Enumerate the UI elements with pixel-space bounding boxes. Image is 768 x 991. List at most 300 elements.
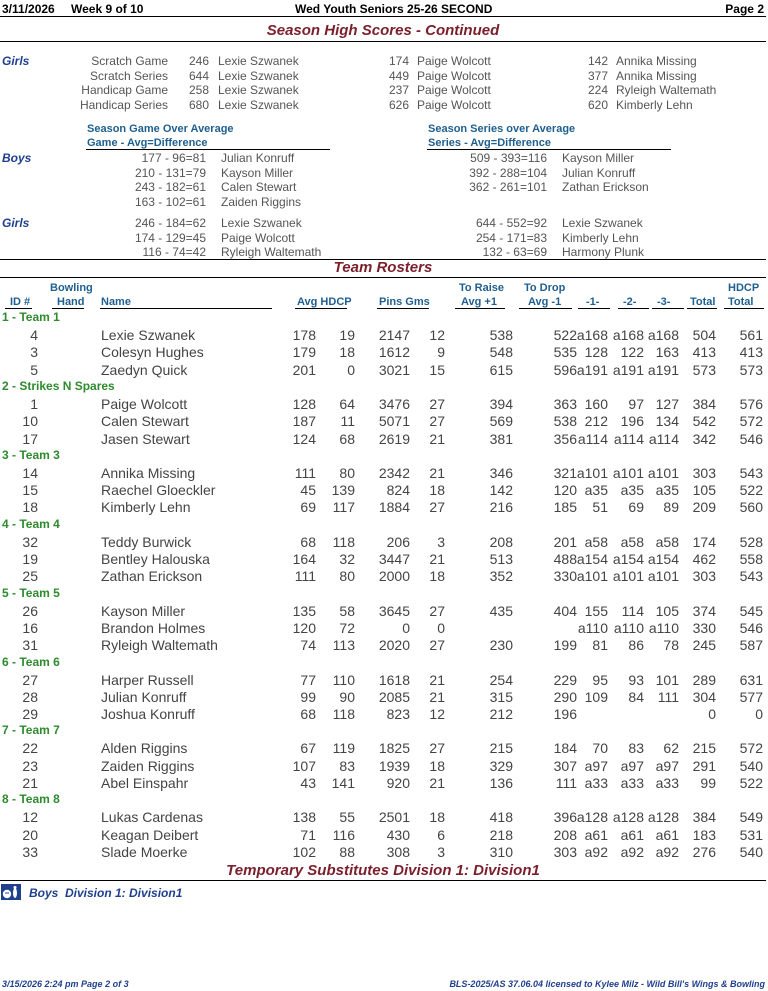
player-game-1: a154 (576, 551, 608, 567)
game-over-avg-name: Ryleigh Waltemath (221, 245, 322, 259)
player-game-2: a128 (612, 809, 644, 826)
player-handicap: 113 (332, 637, 355, 654)
high-score-name: Lexie Szwanek (218, 68, 299, 83)
player-hdcp-total: 572 (739, 740, 763, 757)
player-name: Annika Missing (101, 464, 196, 481)
player-game-1: 81 (592, 637, 608, 654)
player-games: 21 (429, 430, 445, 447)
col-to-raise: To Raise (459, 282, 505, 294)
footer-timestamp: 3/15/2026 2:24 pm Page 2 of 3 (2, 979, 129, 989)
player-game-3: a35 (655, 482, 679, 499)
player-game-1: a61 (584, 826, 608, 843)
player-game-1: a97 (584, 757, 608, 774)
player-games: 9 (437, 344, 445, 361)
series-over-avg-value: 509 - 393=116 (470, 151, 547, 165)
player-games: 15 (429, 361, 445, 378)
high-score-category: Scratch Game (91, 54, 168, 68)
player-pins: 1939 (378, 757, 410, 774)
player-to-drop: 201 (553, 533, 577, 550)
col-hand: Hand (57, 296, 85, 308)
girls-over-avg-label: Girls (2, 216, 30, 230)
player-games: 12 (429, 327, 445, 343)
col-game-2: -2- (623, 296, 637, 308)
player-average: 135 (292, 602, 316, 619)
player-games: 12 (429, 706, 445, 723)
player-average: 179 (292, 344, 316, 361)
player-pins: 3021 (378, 361, 410, 378)
player-to-raise: 381 (489, 430, 513, 447)
player-game-2: 83 (628, 740, 644, 757)
game-over-avg-value: 243 - 182=61 (134, 180, 206, 194)
player-average: 68 (300, 706, 316, 723)
column-underline (687, 308, 717, 309)
col-game-3: -3- (657, 296, 671, 308)
table-row (0, 551, 768, 568)
player-game-3: 78 (663, 637, 679, 654)
player-game-3: a114 (648, 430, 679, 447)
player-to-raise: 346 (489, 464, 513, 481)
player-game-1: a101 (576, 464, 608, 481)
player-games: 21 (429, 688, 445, 705)
player-average: 111 (294, 464, 316, 481)
player-to-raise: 230 (489, 637, 513, 654)
player-games: 18 (429, 809, 445, 826)
player-games: 27 (429, 740, 445, 757)
player-hdcp-total: 587 (739, 637, 763, 654)
series-over-avg-name: Zathan Erickson (562, 180, 649, 194)
game-over-avg-value: 163 - 102=61 (134, 194, 206, 209)
player-handicap: 83 (339, 757, 355, 774)
player-id: 33 (22, 843, 38, 860)
high-score-name: Lexie Szwanek (218, 83, 299, 97)
player-game-3: a97 (655, 757, 679, 774)
player-handicap: 80 (339, 464, 355, 481)
player-average: 111 (294, 568, 316, 585)
player-average: 107 (292, 757, 316, 774)
player-game-3: 127 (655, 395, 679, 412)
player-name: Harper Russell (101, 671, 194, 688)
series-over-avg-name: Julian Konruff (562, 165, 636, 180)
player-average: 201 (292, 361, 316, 378)
player-games: 6 (437, 826, 445, 843)
player-game-3: 101 (655, 671, 679, 688)
player-game-2: a92 (620, 843, 644, 860)
player-id: 28 (22, 688, 38, 705)
player-hdcp-total: 543 (739, 568, 763, 585)
player-handicap: 19 (339, 327, 355, 343)
player-to-drop: 396 (553, 809, 577, 826)
player-name: Keagan Deibert (101, 826, 199, 843)
player-to-raise: 142 (489, 482, 513, 499)
column-underline (100, 308, 272, 309)
player-name: Jasen Stewart (101, 430, 190, 447)
player-handicap: 90 (339, 688, 355, 705)
player-id: 10 (22, 413, 38, 430)
player-game-3: 105 (655, 602, 679, 619)
player-average: 77 (300, 671, 316, 688)
player-total: 105 (692, 482, 716, 499)
player-total: 573 (692, 361, 716, 378)
player-game-3: a154 (647, 551, 679, 567)
player-games: 3 (437, 843, 445, 860)
table-row (0, 362, 768, 379)
team-name: 3 - Team 3 (2, 447, 60, 462)
player-game-2: a33 (620, 775, 644, 791)
player-id: 20 (22, 826, 38, 843)
column-underline (618, 308, 649, 309)
player-game-2: a97 (620, 757, 644, 774)
player-hdcp-total: 540 (739, 757, 763, 774)
player-game-1: 70 (592, 740, 608, 757)
player-handicap: 110 (332, 671, 355, 688)
player-to-raise: 218 (489, 826, 513, 843)
player-game-2: 97 (628, 395, 644, 412)
player-game-2: a101 (612, 464, 644, 481)
high-score-value: 626 (388, 97, 409, 112)
table-row (0, 758, 768, 775)
team-name: 1 - Team 1 (2, 310, 60, 324)
player-game-3: 163 (655, 344, 679, 361)
player-average: 164 (292, 551, 316, 567)
player-games: 18 (429, 482, 445, 499)
player-total: 276 (692, 843, 716, 860)
player-average: 67 (300, 740, 316, 757)
player-handicap: 139 (331, 482, 355, 499)
footer-license: BLS-2025/AS 37.06.04 licensed to Kylee Milz - Wild Bill's Wings & Bowling (449, 979, 765, 989)
player-hdcp-total: 413 (739, 344, 763, 361)
col-name: Name (101, 296, 131, 308)
player-handicap: 117 (332, 499, 355, 516)
high-score-value: 680 (188, 97, 209, 112)
player-pins: 2342 (378, 464, 410, 481)
player-hdcp-total: 522 (739, 775, 763, 791)
week-label: Week 9 of 10 (71, 2, 144, 16)
player-to-drop: 522 (553, 327, 577, 343)
player-game-1: a101 (576, 568, 608, 585)
player-game-1: a110 (577, 619, 608, 636)
player-pins: 1618 (378, 671, 410, 688)
player-pins: 1884 (378, 499, 410, 516)
player-game-2: 93 (628, 671, 644, 688)
player-id: 17 (22, 430, 38, 447)
player-games: 21 (429, 551, 445, 567)
column-underline (295, 308, 347, 309)
player-game-3: a58 (655, 533, 679, 550)
player-game-1: a191 (576, 361, 608, 378)
table-row (0, 775, 768, 792)
player-pins: 3447 (378, 551, 410, 567)
player-pins: 1612 (378, 344, 410, 361)
player-handicap: 116 (332, 826, 355, 843)
bowling-icon (1, 884, 21, 900)
player-total: 289 (692, 671, 716, 688)
player-hdcp-total: 558 (739, 551, 763, 567)
player-to-raise: 615 (489, 361, 513, 378)
player-handicap: 141 (331, 775, 355, 791)
player-to-drop: 356 (553, 430, 577, 447)
player-id: 1 (30, 395, 38, 412)
column-underline (455, 308, 505, 309)
series-over-avg-value: 392 - 288=104 (469, 165, 547, 180)
player-games: 21 (429, 671, 445, 688)
player-game-1: 51 (592, 499, 608, 516)
player-game-2: a61 (620, 826, 644, 843)
player-to-raise: 254 (489, 671, 513, 688)
table-row (0, 568, 768, 585)
high-scores-title: Season High Scores - Continued (266, 22, 500, 39)
player-total: 99 (700, 775, 716, 791)
table-row (0, 620, 768, 637)
game-over-avg-name: Paige Wolcott (221, 230, 295, 245)
team-name: 6 - Team 6 (2, 654, 60, 669)
player-hdcp-total: 573 (739, 361, 763, 378)
player-to-drop: 330 (553, 568, 577, 585)
player-game-2: a58 (620, 533, 644, 550)
player-total: 303 (692, 568, 716, 585)
series-over-avg-underline (427, 149, 671, 150)
league-name: Wed Youth Seniors 25-26 SECOND (295, 2, 493, 16)
player-game-1: 160 (584, 395, 608, 412)
player-game-1: a128 (576, 809, 608, 826)
player-game-3: 134 (655, 413, 679, 430)
col-avg-hdcp: Avg HDCP (297, 296, 352, 308)
player-to-raise: 569 (489, 413, 513, 430)
player-handicap: 88 (339, 843, 355, 860)
player-average: 102 (292, 843, 316, 860)
player-id: 31 (22, 637, 38, 654)
player-game-3: a101 (647, 568, 679, 585)
player-game-1: 109 (584, 688, 608, 705)
player-to-raise: 548 (489, 344, 513, 361)
player-game-3: a191 (647, 361, 679, 378)
player-name: Alden Riggins (101, 740, 188, 757)
player-game-3: a92 (655, 843, 679, 860)
player-total: 303 (692, 464, 716, 481)
player-total: 330 (692, 619, 716, 636)
game-over-avg-value: 210 - 131=79 (134, 165, 206, 180)
player-game-3: a61 (655, 826, 679, 843)
col-hdcp-total: Total (728, 296, 754, 308)
player-game-2: a110 (613, 619, 644, 636)
table-row (0, 499, 768, 516)
player-hdcp-total: 572 (739, 413, 763, 430)
table-row (0, 603, 768, 620)
player-name: Kimberly Lehn (101, 499, 191, 516)
player-name: Zaiden Riggins (101, 757, 195, 774)
player-id: 22 (22, 740, 38, 757)
player-average: 45 (300, 482, 316, 499)
player-pins: 2085 (378, 688, 410, 705)
player-game-2: a191 (612, 361, 644, 378)
subs-division: Division 1: Division1 (65, 886, 183, 900)
player-pins: 308 (386, 843, 410, 860)
table-row (0, 482, 768, 499)
player-name: Lukas Cardenas (101, 809, 203, 826)
player-pins: 430 (386, 826, 410, 843)
player-pins: 2020 (378, 637, 410, 654)
player-total: 304 (692, 688, 716, 705)
table-row (0, 637, 768, 654)
player-total: 342 (692, 430, 716, 447)
player-handicap: 58 (339, 602, 355, 619)
player-pins: 2000 (378, 568, 410, 585)
player-to-raise: 136 (489, 775, 513, 791)
player-hdcp-total: 631 (739, 671, 763, 688)
team-name: 4 - Team 4 (2, 516, 60, 531)
player-handicap: 32 (339, 551, 355, 567)
player-average: 74 (300, 637, 316, 654)
series-over-avg-value: 132 - 63=69 (482, 245, 547, 259)
player-game-2: 69 (628, 499, 644, 516)
table-row (0, 689, 768, 706)
table-row (0, 844, 768, 861)
col-pins-gms: Pins Gms (379, 296, 430, 308)
player-hdcp-total: 546 (739, 430, 763, 447)
player-name: Zaedyn Quick (101, 361, 188, 378)
player-game-2: a101 (612, 568, 644, 585)
column-underline (578, 308, 610, 309)
player-game-2: 86 (628, 637, 644, 654)
player-total: 215 (692, 740, 716, 757)
player-games: 18 (429, 568, 445, 585)
player-hdcp-total: 549 (739, 809, 763, 826)
player-id: 25 (22, 568, 38, 585)
game-over-avg-value: 116 - 74=42 (142, 245, 206, 259)
high-score-value: 142 (587, 54, 608, 68)
player-game-2: a154 (612, 551, 644, 567)
player-to-drop: 199 (553, 637, 577, 654)
player-games: 27 (429, 499, 445, 516)
game-over-avg-value: 246 - 184=62 (134, 216, 206, 230)
col-id: ID # (10, 296, 31, 308)
player-name: Abel Einspahr (101, 775, 189, 791)
table-row (0, 534, 768, 551)
team-name: 8 - Team 8 (2, 792, 60, 807)
player-game-1: a58 (584, 533, 608, 550)
girls-high-label: Girls (2, 54, 30, 68)
player-to-drop: 363 (553, 395, 577, 412)
team-rosters-title: Team Rosters (333, 259, 433, 276)
player-hdcp-total: 546 (739, 619, 763, 636)
player-games: 21 (429, 464, 445, 481)
player-id: 32 (22, 533, 38, 550)
player-total: 209 (692, 499, 716, 516)
player-pins: 2619 (378, 430, 410, 447)
high-score-value: 224 (587, 83, 608, 97)
table-row (0, 672, 768, 689)
print-date: 3/11/2026 (2, 2, 55, 16)
player-total: 245 (692, 637, 716, 654)
player-to-drop: 185 (553, 499, 577, 516)
player-game-3: a128 (647, 809, 679, 826)
high-score-value: 449 (388, 68, 409, 83)
player-name: Paige Wolcott (101, 395, 188, 412)
series-over-avg-name: Kayson Miller (562, 151, 635, 165)
player-total: 183 (692, 826, 716, 843)
high-scores-rule (0, 41, 766, 42)
player-total: 291 (692, 757, 716, 774)
player-total: 413 (692, 344, 716, 361)
player-hdcp-total: 560 (739, 499, 763, 516)
player-total: 542 (692, 413, 716, 430)
player-total: 504 (692, 327, 716, 343)
series-over-avg-subtitle: Series - Avg=Difference (428, 137, 551, 149)
rosters-rule (0, 277, 766, 278)
player-pins: 3476 (378, 395, 410, 412)
col-game-1: -1- (586, 296, 600, 308)
game-over-avg-title: Season Game Over Average (87, 123, 234, 135)
player-total: 384 (692, 395, 716, 412)
player-games: 27 (429, 602, 445, 619)
player-to-raise: 513 (489, 551, 513, 567)
table-row (0, 431, 768, 448)
player-hdcp-total: 577 (739, 688, 763, 705)
player-to-raise: 394 (489, 395, 513, 412)
table-row (0, 740, 768, 757)
player-to-raise: 315 (489, 688, 513, 705)
player-name: Calen Stewart (101, 413, 189, 430)
player-average: 124 (292, 430, 316, 447)
player-average: 69 (300, 499, 316, 516)
high-score-name: Kimberly Lehn (616, 97, 693, 112)
player-hdcp-total: 0 (755, 706, 763, 723)
table-row (0, 465, 768, 482)
player-to-drop: 120 (553, 482, 577, 499)
player-game-2: 114 (621, 602, 644, 619)
player-game-3: 111 (657, 688, 679, 705)
player-pins: 920 (386, 775, 410, 791)
high-score-category: Handicap Game (81, 83, 168, 97)
player-to-raise: 435 (489, 602, 513, 619)
player-id: 15 (22, 482, 38, 499)
player-handicap: 118 (332, 533, 355, 550)
col-total: Total (690, 296, 716, 308)
player-to-drop: 488 (553, 551, 577, 567)
player-games: 27 (429, 413, 445, 430)
player-pins: 3645 (378, 602, 410, 619)
player-name: Colesyn Hughes (101, 344, 204, 361)
player-name: Joshua Konruff (101, 706, 195, 723)
player-game-1: a33 (584, 775, 608, 791)
player-to-drop: 404 (553, 602, 577, 619)
player-games: 0 (437, 619, 445, 636)
player-hdcp-total: 528 (739, 533, 763, 550)
high-score-name: Ryleigh Waltemath (616, 83, 717, 97)
col-to-raise-sub: Avg +1 (461, 296, 497, 308)
player-name: Raechel Gloeckler (101, 482, 216, 499)
col-to-drop: To Drop (524, 282, 566, 294)
player-name: Slade Moerke (101, 843, 188, 860)
player-pins: 2501 (378, 809, 410, 826)
temp-subs-title: Temporary Substitutes Division 1: Division1 (226, 862, 540, 879)
player-game-3: a101 (647, 464, 679, 481)
player-game-1: a114 (577, 430, 608, 447)
player-to-drop: 184 (553, 740, 577, 757)
high-score-name: Annika Missing (616, 68, 697, 83)
player-average: 128 (292, 395, 316, 412)
player-handicap: 72 (339, 619, 355, 636)
player-handicap: 119 (332, 740, 355, 757)
boys-over-avg-label: Boys (2, 151, 32, 165)
player-games: 18 (429, 757, 445, 774)
high-score-value: 377 (587, 68, 608, 83)
game-over-avg-value: 177 - 96=81 (141, 151, 206, 165)
table-row (0, 413, 768, 430)
player-to-drop: 111 (555, 775, 577, 791)
player-game-1: 212 (584, 413, 608, 430)
player-pins: 824 (386, 482, 410, 499)
player-game-2: 122 (620, 344, 644, 361)
